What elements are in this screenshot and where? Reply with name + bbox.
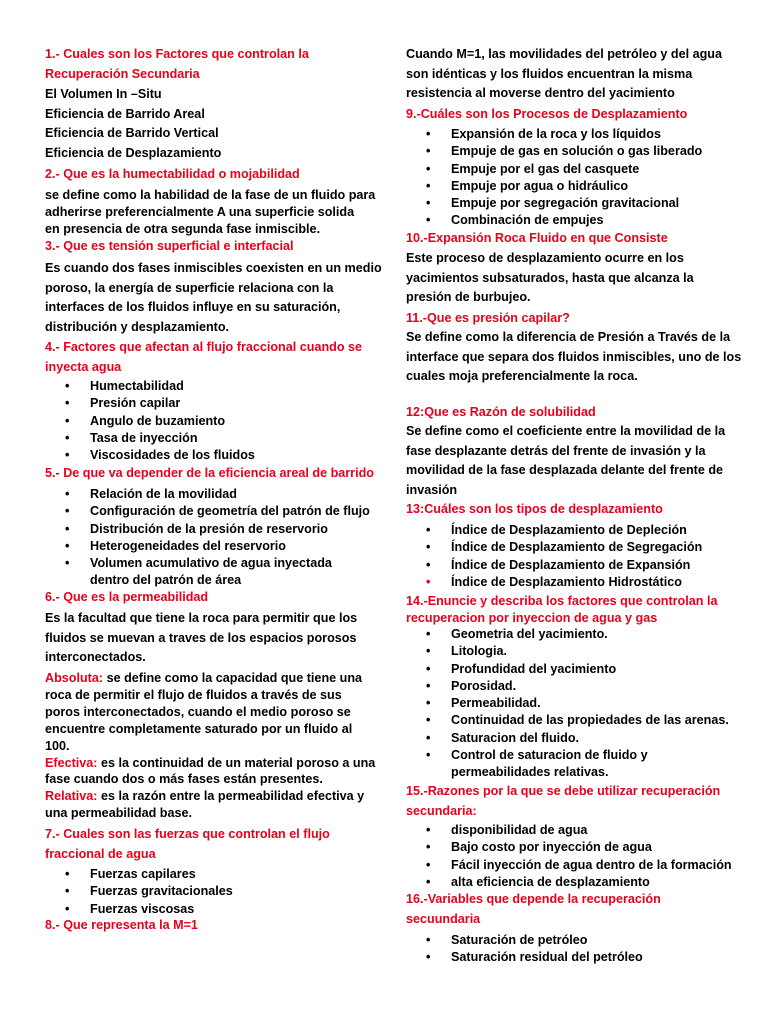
q8-title: 8.- Que representa la M=1 [45,918,198,932]
q3-title: 3.- Que es tensión superficial e interfacial [45,239,294,253]
list-item: • Fuerzas viscosas [45,901,233,918]
list-item: • Índice de Desplazamiento de Segregación [406,539,702,556]
list-item: • Continuidad de las propiedades de las arenas. [406,712,729,729]
list-item: • Bajo costo por inyección de agua [406,839,732,856]
list-item: • Presión capilar [45,395,255,412]
list-item: • alta eficiencia de desplazamiento [406,874,732,891]
efectiva-label: Efectiva: [45,755,98,770]
list-item: • Volumen acumulativo de agua inyectada dentro del patrón de área [45,555,370,590]
list-item: • disponibilidad de agua [406,822,732,839]
list-item: • Litologia. [406,643,729,660]
q9-title: 9.-Cuáles son los Procesos de Desplazamiento [406,107,688,121]
q6-answer: Es la facultad que tiene la roca para permitir que los fluidos se muevan a traves de los espacios porosos interconectados. [45,611,358,665]
list-item: • Tasa de inyección [45,430,255,447]
q15-list [406,822,732,891]
q14-list [406,626,729,782]
list-item: • Heterogeneidades del reservorio [45,538,370,555]
q11-answer: Se define como la diferencia de Presión a Través de la interface que separa dos fluidos inmiscibles, uno de los cuales moja preferencialmente la roca. [406,330,742,384]
list-item: • Angulo de buzamiento [45,413,255,430]
permeability-types: Absoluta: se define como la capacidad que tiene una roca de permitir el flujo de fluidos a través de sus poros interconectados, cuando el medio poroso se encuentre completamente saturado por un fluido al 100. Efectiva: es la continuidad de un material poroso a una fase cuando dos o más fases están presentes. Relativa: es la razón entre la permeabilidad efectiva y una permeabilidad base. [45,671,376,821]
q14-title: 14.-Enuncie y describa los factores que controlan la recuperacion por inyeccion de agua y gas [406,594,718,625]
list-item: • Distribución de la presión de reservorio [45,521,370,538]
q8-answer: Cuando M=1, las movilidades del petróleo y del agua son idénticas y los fluidos encuentran la misma resistencia al moverse dentro del yacimiento [406,47,722,101]
q16-list [406,932,643,967]
list-item: • Fuerzas capilares [45,866,233,883]
relativa-label: Relativa: [45,789,98,804]
list-item: • Fuerzas gravitacionales [45,883,233,900]
list-item: • Relación de la movilidad [45,486,370,503]
q1-title: 1.- Cuales son los Factores que controlan la Recuperación Secundaria [45,47,309,81]
list-item: • Saturación de petróleo [406,932,643,949]
list-item: • Control de saturacion de fluido y permeabilidades relativas. [406,747,729,782]
list-item: • Empuje por agua o hidráulico [406,178,702,195]
list-item: • Índice de Desplazamiento Hidrostático [406,574,702,591]
q2-answer: se define como la habilidad de la fase de un fluido para adherirse preferencialmente A una superficie solida en presencia de otra segunda fase inmiscible. [45,188,376,236]
q15-title: 15.-Razones por la que se debe utilizar recuperación secundaria: [406,784,721,818]
q12-title: 12:Que es Razón de solubilidad [406,405,596,419]
list-item: • Viscosidades de los fluidos [45,447,255,464]
list-item: • Saturación residual del petróleo [406,949,643,966]
q1-list: El Volumen In –Situ Eficiencia de Barrido Areal Eficiencia de Barrido Vertical Eficiencia de Desplazamiento [45,87,222,160]
q10-title: 10.-Expansión Roca Fluido en que Consiste [406,231,668,245]
list-item: • Geometria del yacimiento. [406,626,729,643]
q12-answer: Se define como el coeficiente entre la movilidad de la fase desplazante detrás del frente de invasión y la movilidad de la fase desplazada delante del frente de invasión [406,424,726,497]
q4-list [45,378,255,464]
list-item: • Combinación de empujes [406,212,702,229]
list-item: • Profundidad del yacimiento [406,661,729,678]
q5-title: 5.- De que va depender de la eficiencia areal de barrido [45,466,374,480]
list-item: • Empuje por segregación gravitacional [406,195,702,212]
q13-title: 13:Cuáles son los tipos de desplazamiento [406,502,663,516]
q4-title: 4.- Factores que afectan al flujo fraccional cuando se inyecta agua [45,340,363,374]
list-item: • Humectabilidad [45,378,255,395]
q3-answer: Es cuando dos fases inmiscibles coexisten en un medio poroso, la energía de superficie relaciona con la interfaces de los fluidos influye en su saturación, distribución y desplazamiento. [45,261,382,334]
list-item: • Configuración de geometría del patrón de flujo [45,503,370,520]
list-item: • Empuje por el gas del casquete [406,161,702,178]
q7-list [45,866,233,918]
list-item: • Índice de Desplazamiento de Expansión [406,557,702,574]
q10-answer: Este proceso de desplazamiento ocurre en los yacimientos subsaturados, hasta que alcanza la presión de burbujeo. [406,251,694,305]
list-item: • Índice de Desplazamiento de Depleción [406,522,702,539]
q6-title: 6.- Que es la permeabilidad [45,590,209,604]
q5-list [45,486,370,590]
list-item: • Fácil inyección de agua dentro de la formación [406,857,732,874]
list-item: • Expansión de la roca y los líquidos [406,126,702,143]
q2-title: 2.- Que es la humectabilidad o mojabilidad [45,167,300,181]
list-item: • Empuje de gas en solución o gas liberado [406,143,702,160]
list-item: • Saturacion del fluido. [406,730,729,747]
q16-title: 16.-Variables que depende la recuperación secuundaria [406,892,661,926]
q9-list [406,126,702,230]
q7-title: 7.- Cuales son las fuerzas que controlan el flujo fraccional de agua [45,827,330,861]
list-item: • Porosidad. [406,678,729,695]
q11-title: 11.-Que es presión capilar? [406,311,570,325]
absoluta-label: Absoluta: [45,671,104,685]
list-item: • Permeabilidad. [406,695,729,712]
q13-list [406,522,702,591]
